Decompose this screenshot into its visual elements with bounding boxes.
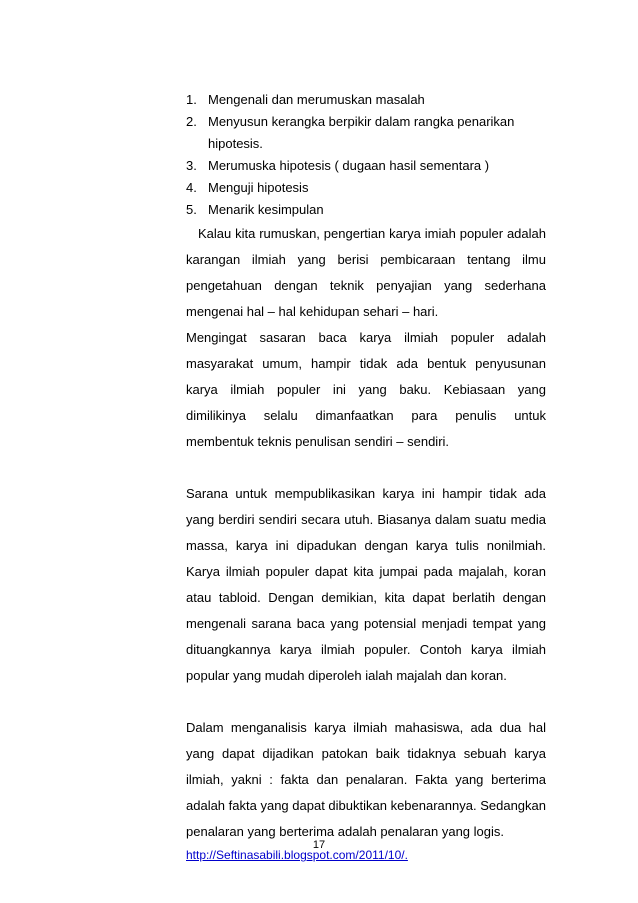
paragraph-media: Sarana untuk mempublikasikan karya ini hampir tidak ada yang berdiri sendiri secara utuh. Biasanya dalam suatu media massa, karya ini dipadukan dengan karya tulis nonilmiah. Karya ilmiah populer dapat kita jumpai pada majalah, koran atau tabloid. Dengan demikian, kita dapat berlatih dengan mengenali sarana baca yang potensial menjadi tempat yang dituangkannya karya ilmiah populer. Contoh karya ilmiah popular yang mudah diperoleh ialah majalah dan koran. <box>186 486 546 683</box>
paragraph-gap <box>186 455 546 481</box>
list-item <box>186 199 546 221</box>
list-number: 2. <box>186 114 197 129</box>
list-item <box>186 111 546 133</box>
paragraph-analysis: Dalam menganalisis karya ilmiah mahasiswa, ada dua hal yang dapat dijadikan patokan baik tidaknya sebuah karya ilmiah, yakni : fakta dan penalaran. Fakta yang berterima adalah fakta yang dapat dibuktikan kebenarannya. Sedangkan penalaran yang berterima adalah penalaran yang logis. <box>186 720 546 839</box>
paragraph-definition: Kalau kita rumuskan, pengertian karya imiah populer adalah karangan ilmiah yang berisi pembicaraan tentang ilmu pengetahuan dengan teknik penyajian yang sederhana mengenai hal – hal kehidupan sehari – hari. <box>186 226 546 319</box>
list-text: Menguji hipotesis <box>208 180 309 195</box>
list-text: Menarik kesimpulan <box>208 202 324 217</box>
page-number: 17 <box>312 839 326 851</box>
list-item <box>186 177 546 199</box>
source-link[interactable]: http://Seftinasabili.blogspot.com/2011/10/. <box>186 848 408 862</box>
list-item <box>186 155 546 177</box>
list-text: Mengenali dan merumuskan masalah <box>208 92 425 107</box>
page-content <box>186 89 546 863</box>
list-item <box>186 89 546 111</box>
list-number: 5. <box>186 202 197 217</box>
list-text: Merumuska hipotesis ( dugaan hasil sementara ) <box>208 158 490 173</box>
paragraph-gap <box>186 689 546 715</box>
numbered-list <box>186 89 546 221</box>
list-text: Menyusun kerangka berpikir dalam rangka penarikan <box>208 114 515 129</box>
list-number: 1. <box>186 92 197 107</box>
list-number: 3. <box>186 158 197 173</box>
paragraph-audience: Mengingat sasaran baca karya ilmiah populer adalah masyarakat umum, hampir tidak ada bentuk penyusunan karya ilmiah populer ini yang baku. Kebiasaan yang dimilikinya selalu dimanfaatkan para penulis untuk membentuk teknis penulisan sendiri – sendiri. <box>186 330 546 449</box>
list-item-continuation: hipotesis. <box>208 136 263 151</box>
list-number: 4. <box>186 180 197 195</box>
